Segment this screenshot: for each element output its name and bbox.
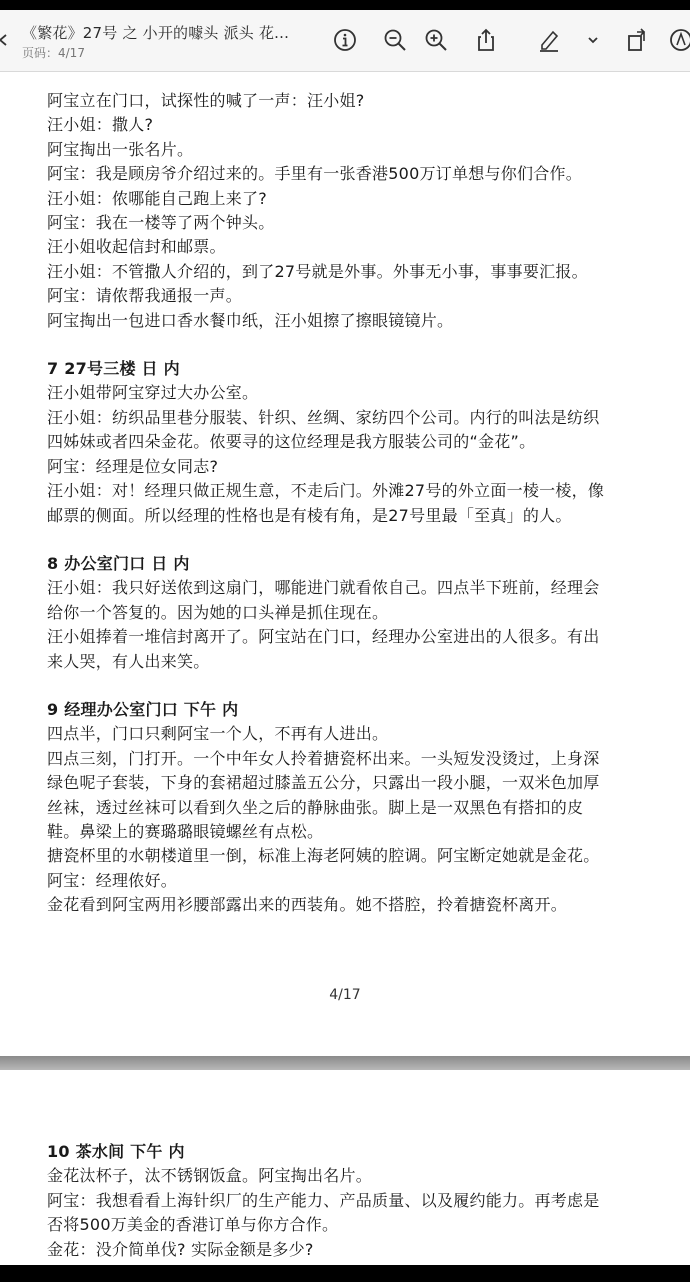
text-line: 四点半，门口只剩阿宝一个人，不再有人进出。 bbox=[47, 724, 389, 744]
status-bar-strip bbox=[0, 0, 690, 10]
text-line: 阿宝掏出一包进口香水餐巾纸，汪小姐擦了擦眼镜镜片。 bbox=[47, 310, 454, 330]
scene-heading: 7 27号三楼 日 内 bbox=[47, 359, 180, 379]
text-line: 汪小姐收起信封和邮票。 bbox=[47, 237, 226, 257]
page-text bbox=[47, 89, 647, 918]
text-line: 汪小姐带阿宝穿过大办公室。 bbox=[47, 383, 259, 403]
text-line: 绿色呢子套装，下身的套裙超过膝盖五公分，只露出一段小腿，一双米色加厚 bbox=[47, 773, 600, 793]
text-line: 否将500万美金的香港订单与你方合作。 bbox=[47, 1215, 339, 1235]
text-line: 来人哭，有人出来笑。 bbox=[47, 651, 210, 671]
text-line: 阿宝掏出一张名片。 bbox=[47, 139, 194, 159]
zoom-in-icon[interactable] bbox=[423, 27, 449, 53]
document-title: 《繁花》27号 之 小开的噱头 派头 花... bbox=[22, 24, 290, 42]
markup-icon[interactable] bbox=[668, 27, 690, 53]
page-number: 4/17 bbox=[329, 987, 361, 1003]
scene-heading: 10 茶水间 下午 内 bbox=[47, 1142, 185, 1161]
text-line: 阿宝立在门口，试探性的喊了一声：汪小姐? bbox=[47, 91, 365, 110]
text-line: 金花：没介简单伐? 实际金额是多少? bbox=[47, 1239, 314, 1259]
pdf-page bbox=[0, 72, 690, 1056]
text-line: 汪小姐：对！经理只做正规生意，不走后门。外滩27号的外立面一棱一棱，像 bbox=[47, 481, 605, 501]
text-line: 阿宝：请侬帮我通报一声。 bbox=[47, 286, 243, 306]
text-line: 阿宝：经理侬好。 bbox=[47, 870, 178, 890]
text-line: 邮票的侧面。所以经理的性格也是有棱有角，是27号里最「至真」的人。 bbox=[47, 505, 572, 525]
text-line: 丝袜，透过丝袜可以看到久坐之后的静脉曲张。脚上是一双黑色有搭扣的皮 bbox=[47, 797, 584, 817]
text-line: 搪瓷杯里的水朝楼道里一倒，标准上海老阿姨的腔调。阿宝断定她就是金花。 bbox=[47, 846, 600, 866]
share-icon[interactable] bbox=[473, 27, 499, 53]
text-line: 阿宝：经理是位女同志? bbox=[47, 456, 219, 476]
reader-toolbar bbox=[0, 10, 690, 72]
text-line: 鞋。鼻梁上的赛璐璐眼镜螺丝有点松。 bbox=[47, 821, 324, 841]
highlight-pen-icon[interactable] bbox=[536, 27, 562, 53]
text-line: 汪小姐：我只好送侬到这扇门，哪能进门就看侬自己。四点半下班前，经理会 bbox=[47, 578, 600, 598]
text-line: 给你一个答复的。因为她的口头禅是抓住现在。 bbox=[47, 602, 389, 622]
rotate-page-icon[interactable] bbox=[624, 27, 650, 53]
bottom-bar-strip bbox=[0, 1265, 690, 1282]
scene-heading: 9 经理办公室门口 下午 内 bbox=[47, 699, 239, 719]
text-line: 汪小姐：侬哪能自己跑上来了? bbox=[47, 188, 267, 208]
text-line: 阿宝：我在一楼等了两个钟头。 bbox=[47, 213, 275, 233]
pdf-page bbox=[0, 1070, 690, 1265]
text-line: 四姊妹或者四朵金花。侬要寻的这位经理是我方服装公司的“金花”。 bbox=[47, 432, 536, 452]
text-line: 阿宝：我想看看上海针织厂的生产能力、产品质量、以及履约能力。再考虑是 bbox=[47, 1190, 600, 1210]
chevron-left-icon[interactable] bbox=[0, 32, 10, 46]
chevron-down-icon[interactable] bbox=[580, 27, 606, 53]
page-counter: 页码：4/17 bbox=[22, 46, 85, 60]
text-line: 汪小姐：撒人? bbox=[47, 115, 154, 135]
page-text bbox=[47, 1140, 647, 1262]
info-icon[interactable] bbox=[332, 27, 358, 53]
text-line: 金花汰杯子，汰不锈钢饭盒。阿宝掏出名片。 bbox=[47, 1166, 373, 1186]
zoom-out-icon[interactable] bbox=[382, 27, 408, 53]
text-line: 四点三刻，门打开。一个中年女人拎着搪瓷杯出来。一头短发没烫过，上身深 bbox=[47, 748, 600, 768]
scene-heading: 8 办公室门口 日 内 bbox=[47, 553, 190, 573]
text-line: 汪小姐：纺织品里巷分服装、针织、丝绸、家纺四个公司。内行的叫法是纺织 bbox=[47, 407, 600, 427]
text-line: 汪小姐捧着一堆信封离开了。阿宝站在门口，经理办公室进出的人很多。有出 bbox=[47, 627, 600, 647]
text-line: 汪小姐：不管撒人介绍的，到了27号就是外事。外事无小事，事事要汇报。 bbox=[47, 261, 588, 281]
page-separator bbox=[0, 1056, 690, 1070]
text-line: 阿宝：我是顾房爷介绍过来的。手里有一张香港500万订单想与你们合作。 bbox=[47, 164, 583, 184]
text-line: 金花看到阿宝两用衫腰部露出来的西装角。她不搭腔，拎着搪瓷杯离开。 bbox=[47, 895, 568, 915]
